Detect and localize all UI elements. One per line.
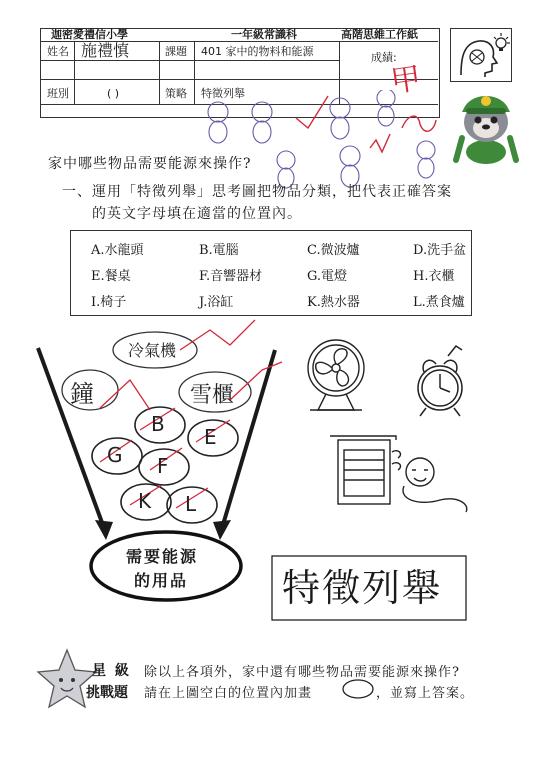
bubble-letter: B xyxy=(151,412,165,436)
handwritten-answer: 鐘 xyxy=(70,380,94,408)
option-item: F.音響器材 xyxy=(199,269,263,284)
question-intro: 家中哪些物品需要能源來操作? xyxy=(48,156,252,172)
option-item: G.電燈 xyxy=(307,269,348,284)
option-item: L.煮食爐 xyxy=(413,295,465,310)
class-label: 班別 xyxy=(47,87,69,100)
question-instruction-line1: 一、運用「特徵列舉」思考圖把物品分類，把代表正確答案 xyxy=(62,184,452,200)
title-box-text: 特徵列舉 xyxy=(282,566,443,610)
option-item: B.電腦 xyxy=(199,243,239,258)
air-conditioner-icon xyxy=(330,436,467,512)
option-item: J.浴缸 xyxy=(199,295,234,310)
funnel-right-arrow xyxy=(222,350,275,528)
topic-label: 課題 xyxy=(165,45,187,58)
option-item: K.熱水器 xyxy=(307,295,360,310)
bubble-letter: E xyxy=(204,425,217,449)
option-item: C.微波爐 xyxy=(307,243,360,258)
center-label-line2: 的用品 xyxy=(134,571,189,590)
strategy-label: 策略 xyxy=(165,87,187,100)
name-value: 施禮慎 xyxy=(81,41,130,60)
option-item: E.餐桌 xyxy=(91,269,131,284)
handwritten-answer: 冷氣機 xyxy=(128,341,177,360)
option-item: I.椅子 xyxy=(91,295,127,310)
subject-title: 一年級常識科 xyxy=(231,28,297,41)
ellipse-placeholder xyxy=(343,680,373,698)
bubble-letter: G xyxy=(107,443,123,467)
challenge-line2-start: 請在上圖空白的位置內加畫 xyxy=(144,686,313,701)
bubble-letter: F xyxy=(157,454,169,478)
option-item: D.洗手盆 xyxy=(413,243,467,258)
fan-icon xyxy=(308,340,364,410)
challenge-line2-end: ，並寫上答案。 xyxy=(376,686,475,701)
bubble-letter: K xyxy=(138,489,152,513)
name-label: 姓名 xyxy=(47,45,69,58)
school-name: 迦密愛禮信小學 xyxy=(51,28,128,41)
option-item: H.衣櫃 xyxy=(413,269,455,284)
worksheet-type: 高階思維工作紙 xyxy=(341,28,418,41)
topic-value: 401 家中的物料和能源 xyxy=(201,45,314,58)
challenge-label-line1: 星 級 xyxy=(92,663,131,679)
challenge-label-line2: 挑戰題 xyxy=(86,685,128,701)
alarm-clock-icon xyxy=(418,346,462,416)
center-label-line1: 需要能源 xyxy=(126,547,199,566)
handwritten-answer: 雪櫃 xyxy=(190,383,235,408)
option-item: A.水龍頭 xyxy=(91,243,144,258)
strategy-value: 特徵列舉 xyxy=(201,87,245,100)
challenge-line1: 除以上各項外，家中還有哪些物品需要能源來操作? xyxy=(144,665,460,680)
grade-mark: 甲 xyxy=(388,61,424,100)
score-label: 成績: xyxy=(371,51,397,64)
question-instruction-line2: 的英文字母填在適當的位置內。 xyxy=(92,206,302,222)
bubble-letter: L xyxy=(185,492,197,516)
class-value: ( ) xyxy=(107,87,120,100)
